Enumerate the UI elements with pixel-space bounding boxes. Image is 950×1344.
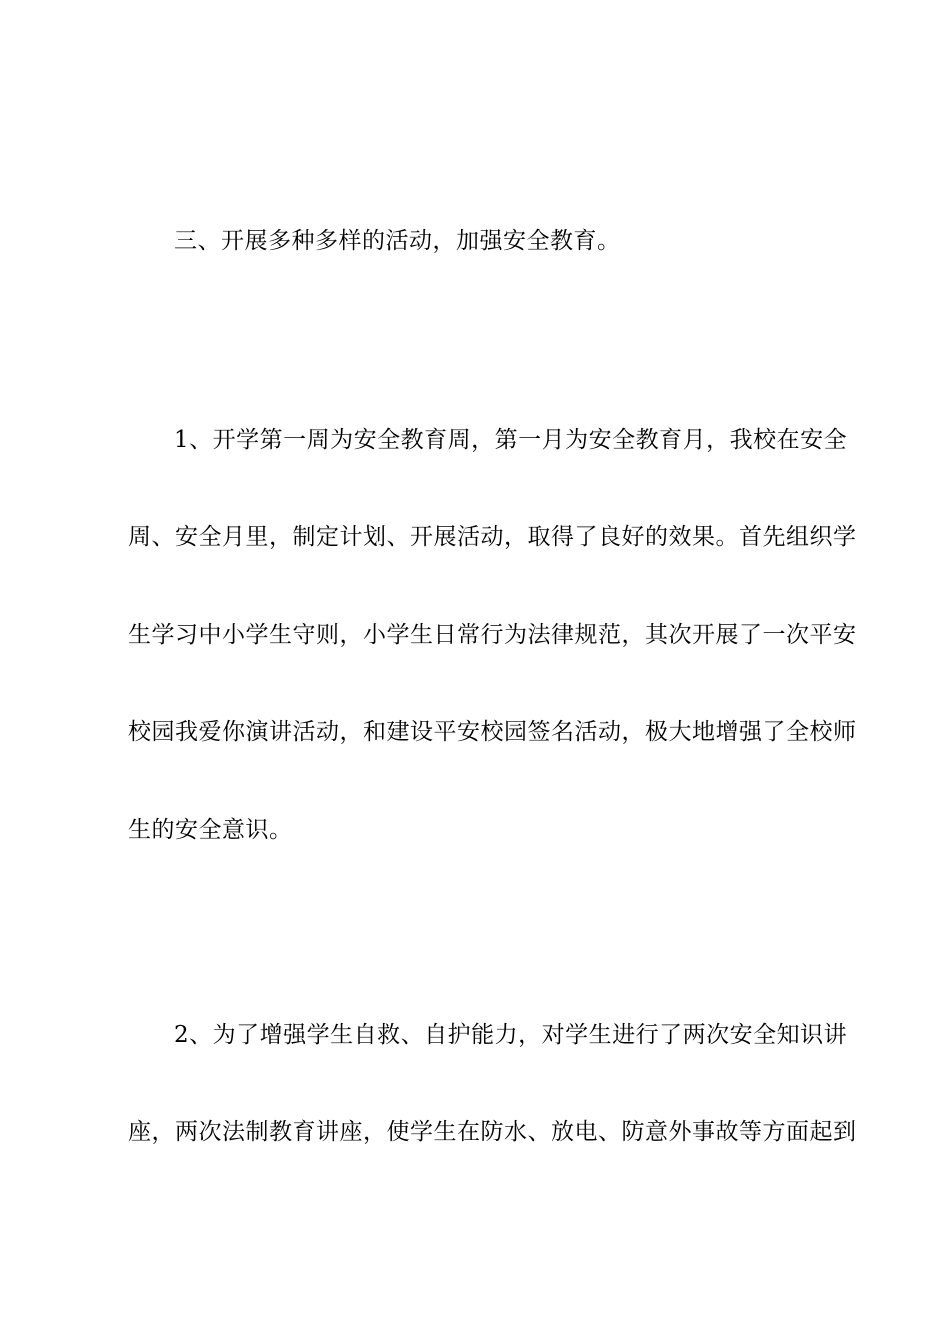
paragraph-1-line-2: 周、安全月里，制定计划、开展活动，取得了良好的效果。首先组织学 bbox=[128, 524, 857, 550]
paragraph-1-line-4: 校园我爱你演讲活动，和建设平安校园签名活动，极大地增强了全校师 bbox=[128, 719, 857, 745]
paragraph-2-line-1: 2、为了增强学生自救、自护能力，对学生进行了两次安全知识讲 bbox=[174, 1022, 848, 1048]
section-heading: 三、开展多种多样的活动，加强安全教育。 bbox=[174, 228, 621, 254]
paragraph-1-line-3: 生学习中小学生守则，小学生日常行为法律规范，其次开展了一次平安 bbox=[128, 622, 857, 648]
paragraph-1-line-1: 1、开学第一周为安全教育周，第一月为安全教育月，我校在安全 bbox=[174, 427, 848, 453]
paragraph-1-line-5: 生的安全意识。 bbox=[128, 817, 293, 843]
paragraph-2-line-2: 座，两次法制教育讲座，使学生在防水、放电、防意外事故等方面起到 bbox=[128, 1119, 857, 1145]
